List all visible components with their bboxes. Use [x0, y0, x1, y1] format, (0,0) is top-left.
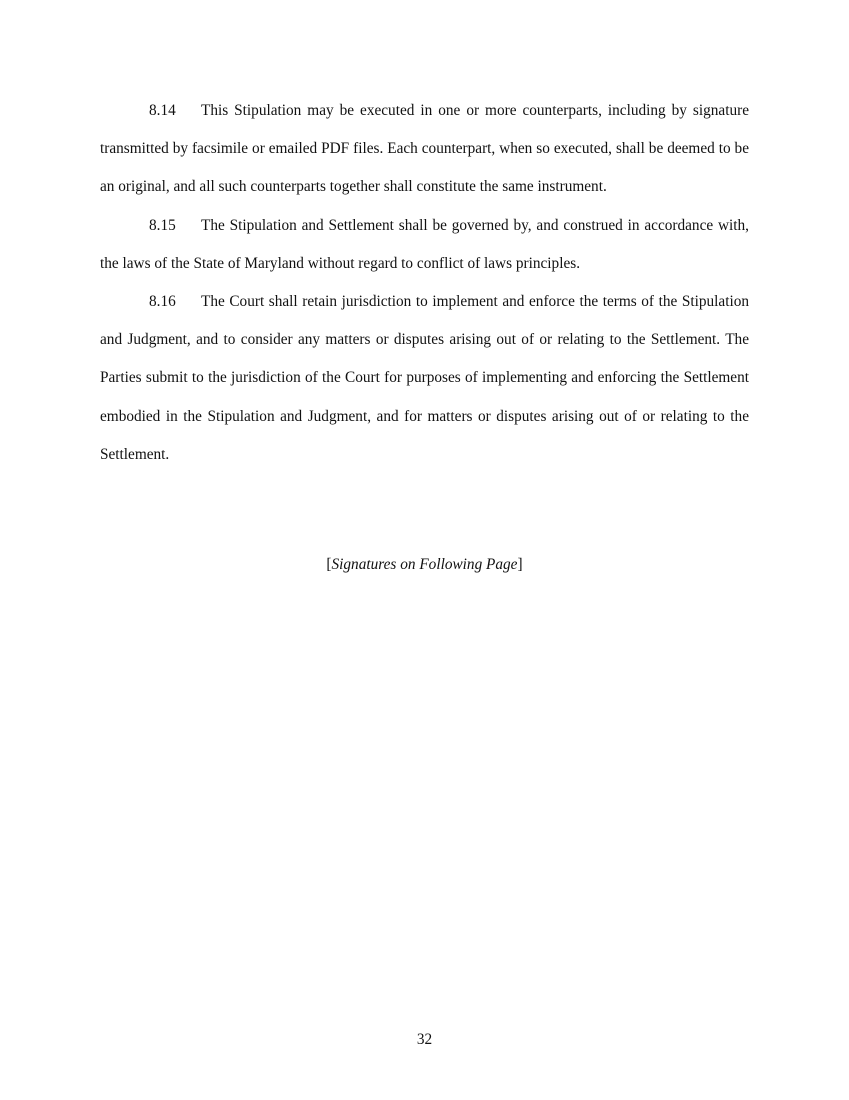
section-number: 8.16: [149, 293, 176, 311]
section-number: 8.14: [149, 102, 176, 119]
document-body: [100, 92, 749, 474]
section-text: This Stipulation may be executed in one or more counterparts, including by signature transmitted by facsimile or emailed PDF files. Each counterpart, when so executed, shall be deemed to be an original, and all such counterparts together shall constitute the same instrument.: [100, 102, 749, 196]
section-number: 8.15: [149, 216, 176, 234]
section-8-16: [100, 283, 749, 474]
signatures-note-text: Signatures on Following Page: [331, 556, 518, 573]
close-bracket: ]: [517, 556, 523, 573]
open-bracket: [: [326, 556, 332, 573]
section-8-15: [100, 207, 749, 283]
signatures-note: [0, 546, 849, 584]
section-8-14: [100, 92, 749, 207]
page-number: 32: [416, 1031, 433, 1048]
section-text: The Court shall retain jurisdiction to implement and enforce the terms of the Stipulation and Judgment, and to consider any matters or disputes arising out of or relating to the Settlement. The Parties submit to the jurisdiction of the Court for purposes of implementing and enforcing the Settlement embodied in the Stipulation and Judgment, and for matters or disputes arising out of or relating to the Settlement.: [100, 293, 749, 463]
section-text: The Stipulation and Settlement shall be governed by, and construed in accordance with, the laws of the State of Maryland without regard to conflict of laws principles.: [100, 216, 749, 272]
